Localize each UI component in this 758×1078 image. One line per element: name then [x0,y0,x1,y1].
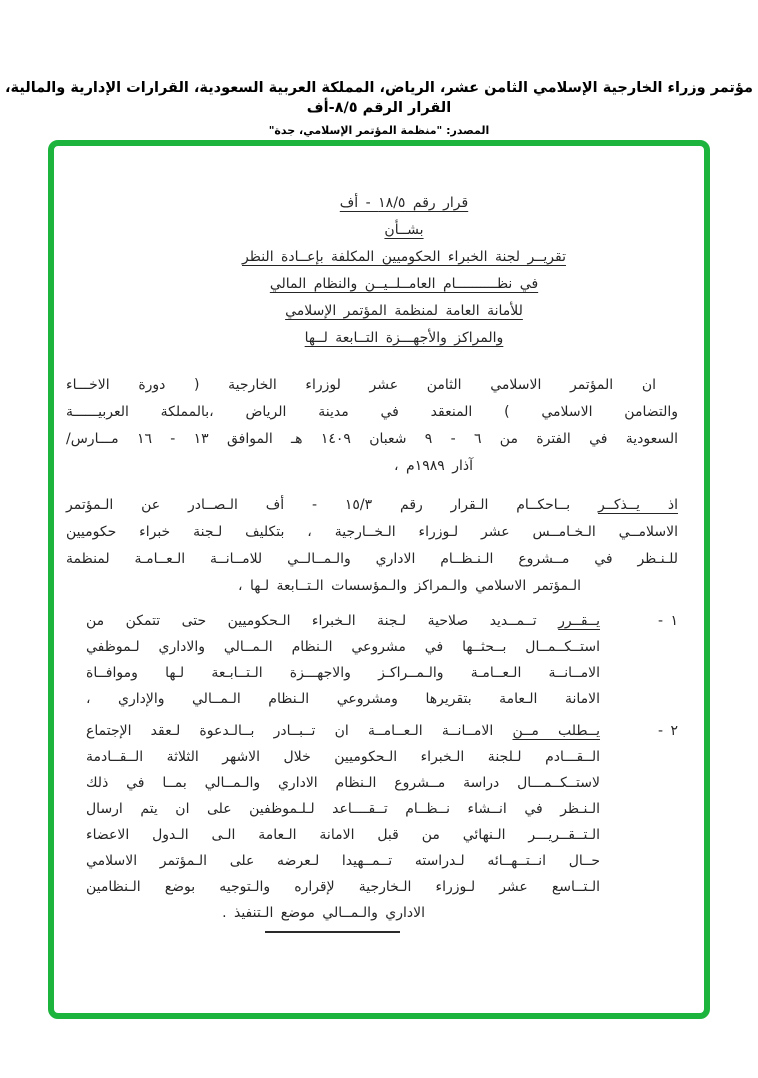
text-segment: آذار ١٩٨٩م ، [394,458,473,474]
item-1-line [86,686,600,712]
item-2-line [86,900,600,926]
resolution-title-line [98,244,710,271]
resolution-title-line [98,190,710,217]
catalog-source-line: المصدر: "منظمة المؤتمر الإسلامي، جدة" [268,124,490,137]
document-frame [48,140,710,1019]
item-2-text [86,718,600,926]
text-segment: السعودية في الفترة من ٦ - ٩ شعبان ١٤٠٩ هـ الموافق ١٣ - ١٦ مـــارس/ [66,431,679,447]
text-segment: لاستــكــمـــال دراسة مــشروع الـنظام الاداري والـمــالي بمــا في ذلك [86,775,600,791]
resolution-title-block [98,190,710,352]
text-segment: الامــانــة الـعــامــة ان تــبــادر بــالـدعوة لـعقد الإجتماع [86,723,513,739]
preamble-line [66,426,678,453]
item-2-number: ٢ - [657,723,678,739]
underlined-text: اذ يــذكــر [597,497,678,513]
text-segment: الـمؤتمر الاسلامي والـمراكز والـمؤسسات الـتــابعة لـها ، [238,578,581,594]
text-segment: الاداري والـمــالي موضع الـتنفيذ . [222,905,425,921]
preamble-paragraph [66,372,678,480]
recall-line [66,519,678,546]
item-1-line [86,660,600,686]
underlined-text: في نظــــــــــام العامــلــيــن والنظام المالي [269,276,539,292]
resolution-item-1 [66,608,678,712]
underlined-text: بشــأن [384,222,424,238]
item-2-line [86,874,600,900]
underlined-text: يــقــرر [558,613,600,629]
underlined-text: تقريــر لجنة الخبراء الحكوميين المكلفة بإعــادة النظر [242,249,566,265]
resolution-title-line [98,217,710,244]
text-segment: الامانة الـعامة بتقريرها ومشروعي الـنظام الـمــالي والإداري ، [86,691,600,707]
item-1-number: ١ - [657,613,678,629]
text-segment: الـتــاسع عشر لـوزراء الـخارجية لإقراره والـتوجيه بوضع الـنظامين [86,879,600,895]
text-segment: ان المؤتمر الاسلامي الثامن عشر لوزراء الخارجية ( دورة الاخـــاء [66,377,656,393]
recall-paragraph [66,492,678,600]
resolution-title-line [98,271,710,298]
item-2-line [86,848,600,874]
item-2-line [86,796,600,822]
text-segment: للـنـظر في مــشروع الـنـظــام الاداري والـمــالــي للامــانــة الـعــامـة لمنظمة [66,551,678,567]
item-2-line [86,770,600,796]
preamble-line [66,399,678,426]
text-segment: الــقـــادم لـلجنة الـخبراء الـحكوميين خلال الاشهر الثلاثة الــقــادمة [86,749,600,765]
item-1-line [86,634,600,660]
text-segment: الاسلامــي الـخـامــس عشر لـوزراء الـخــارجية ، بتكليف لـجنة خبراء حكوميين [66,524,678,540]
preamble-line [66,372,678,399]
recall-line [66,492,678,519]
item-1-line [86,608,600,634]
text-segment: حــال انــتــهــائه لـدراسته تــمــهيدا لـعرضه على الـمؤتمر الاسلامي [86,853,600,869]
text-segment: الـنـظر في انــشاء نــظــام تــقــــاعد لـلـموظفين على ان يتم ارسال [86,801,600,817]
text-segment: استــكــمــال بــحثــها في مشروعي الـنظام الـمــالي والاداري لـموظفي [86,639,600,655]
preamble-line [66,453,678,480]
item-2-line [86,718,600,744]
text-segment: تــمــديد صلاحية لـجنة الـخبراء الـحكوميين حتى تتمكن من [86,613,559,629]
underlined-text: للأمانة العامة لمنظمة المؤتمر الإسلامي [285,303,523,319]
underlined-text: قرار رقم ١٨/٥ - أف [339,195,469,211]
item-2-line [86,822,600,848]
item-2-line [86,744,600,770]
catalog-header [0,78,758,137]
resolution-title-line [98,325,710,352]
text-segment: والتضامن الاسلامي ) المنعقد في مدينة الرياض ،بالمملكة العربيــــــة [66,404,678,420]
catalog-header-title: مؤتمر وزراء الخارجية الإسلامي الثامن عشر، الرياض، المملكة العربية السعودية، القرارات الإدارية والمالية، القرار الرقم ٨/٥-أف [5,80,753,116]
resolution-title-line [98,298,710,325]
recall-line [66,546,678,573]
underlined-text: يــطلب مــن [512,723,601,739]
recall-line [66,573,678,600]
text-segment: بــاحكــام الـقرار رقم ١٥/٣ - أف الـصــادر عن الـمؤتمر [66,497,598,513]
resolution-item-2 [66,718,678,926]
document-body [54,146,704,1013]
text-segment: الامــانــة الـعــامـة والـمــراكـز والاجهـــزة الـتــابـعة لـها وموافــاة [86,665,600,681]
text-segment: الـتــقــريـــر الـنهائي من قبل الامانة الـعامة الـى الـدول الاعضاء [86,827,600,843]
closing-rule [265,931,400,933]
underlined-text: والمراكز والأجهـــزة التــابعة لــها [304,330,504,346]
item-1-text [86,608,600,712]
